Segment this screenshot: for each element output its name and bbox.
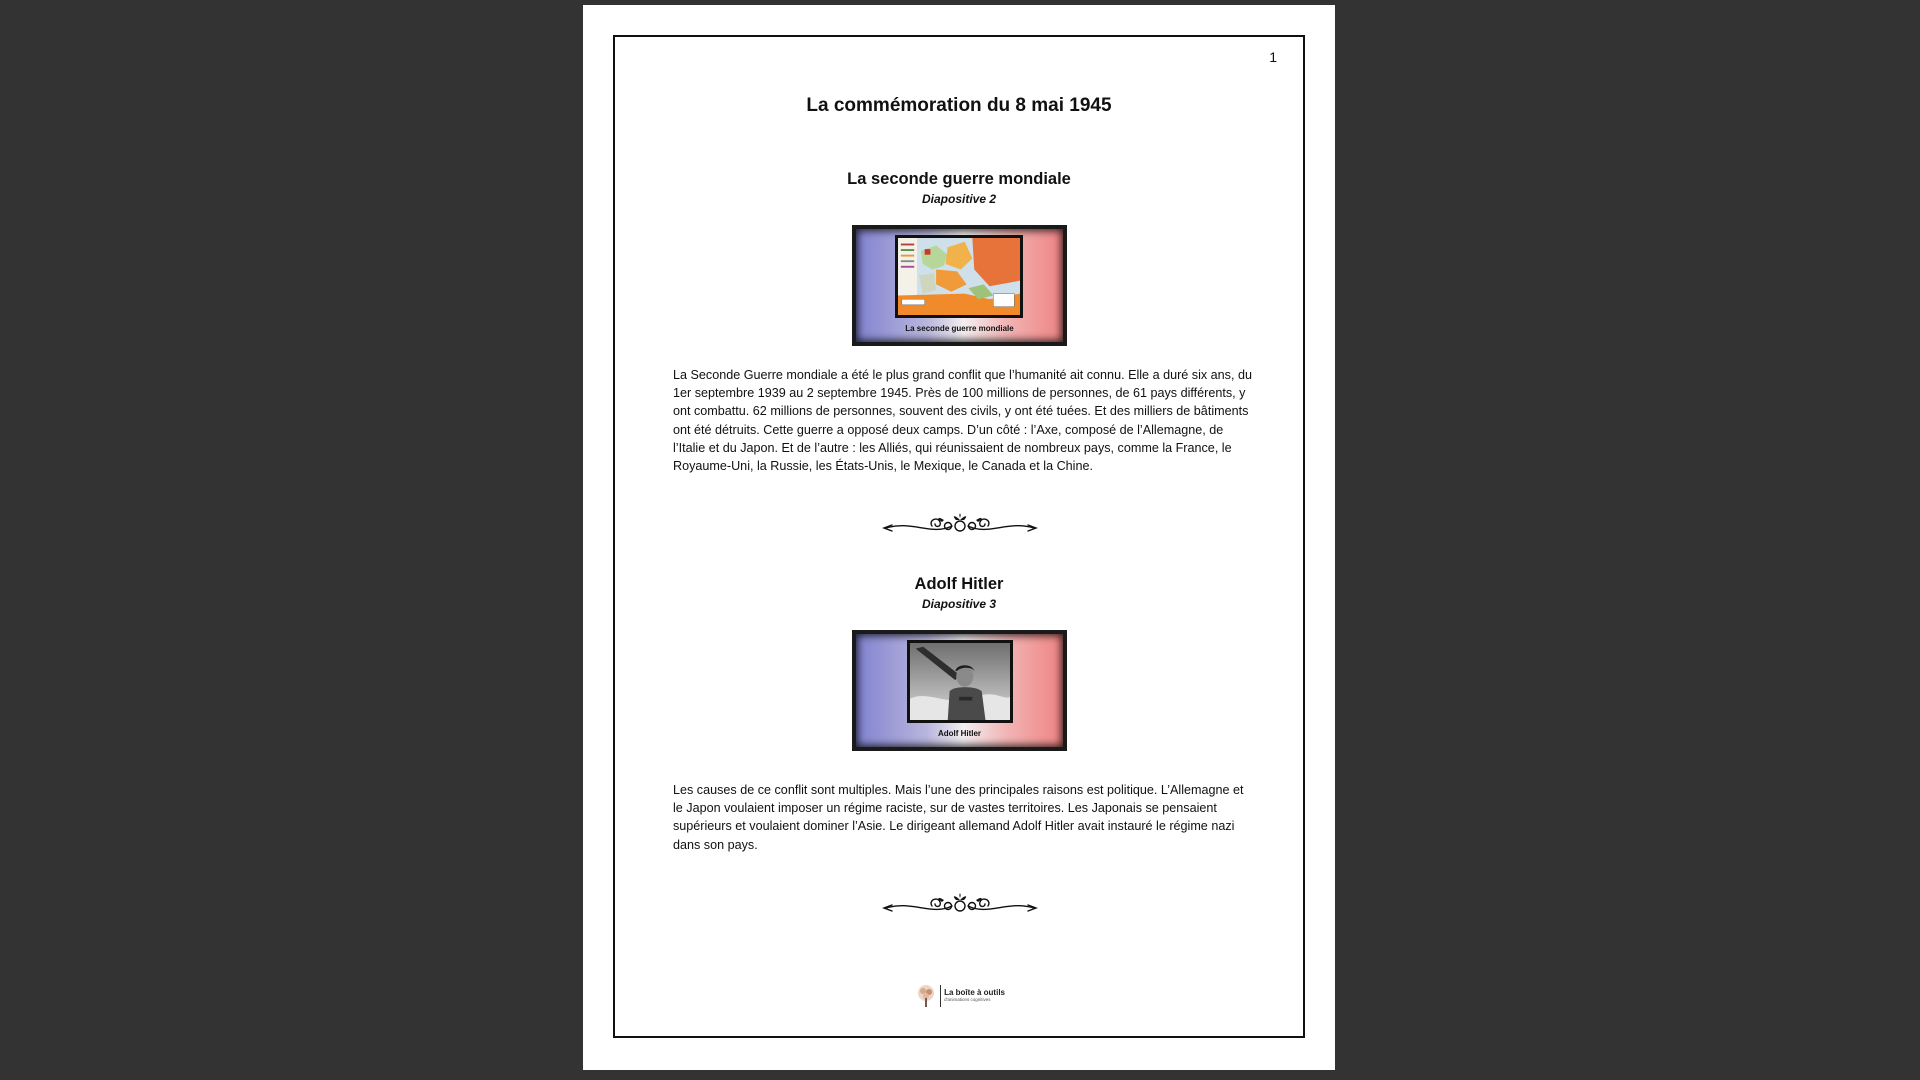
europe-map-image [895,235,1023,318]
tree-logo-icon [915,984,937,1008]
document-page [583,5,1335,1070]
logo-text [944,989,1005,1003]
floral-divider-icon [882,512,1038,540]
paragraph-hitler: Les causes de ce conflit sont multiples. Mais l’une des principales raisons est politique. L’Allemagne et le Japon voulaient imposer un régime raciste, sur de vastes territoires. Les Japonais se pensaient supérieurs et voulaient dominer l’Asie. Le dirigeant allemand Adolf Hitler avait instauré le régime nazi dans son pays. [673,783,1244,852]
portrait-photo-image [907,640,1013,723]
slide-caption-hitler: Adolf Hitler [937,729,982,738]
section-title-hitler: Adolf Hitler [914,575,1004,593]
logo-divider [940,985,941,1007]
slide-caption-ww2: La seconde guerre mondiale [905,324,1014,333]
paragraph-ww2: La Seconde Guerre mondiale a été le plus grand conflit que l’humanité ait connu. Elle a duré six ans, du 1er septembre 1939 au 2 septembre 1945. Près de 100 millions de personnes, de 61 pays différents, y ont combattu. 62 millions de personnes, souvent des civils, y ont été tuées. Et des milliers de bâtiments ont été détruits. Cette guerre a opposé deux camps. D’un côté : l’Axe, composé de l’Allemagne, de l’Italie et du Japon. Et de l’autre : les Alliés, qui réunissaient de nombreux pays, comme la France, le Royaume-Uni, la Russie, les États-Unis, le Mexique, le Canada et la Chine. [673,368,1252,474]
logo-name: La boîte à outils [944,988,1005,998]
slide-thumbnail-hitler [852,630,1067,751]
slide-thumbnail-ww2 [852,225,1067,346]
floral-divider-icon [882,892,1038,920]
footer-logo [915,983,1005,1009]
document-title: La commémoration du 8 mai 1945 [806,95,1112,116]
page-number: 1 [1269,49,1277,65]
section-subtitle-ww2: Diapositive 2 [921,192,997,206]
section-title-ww2: La seconde guerre mondiale [847,170,1071,188]
logo-tagline: d'animations cognitives [944,997,991,1003]
section-subtitle-hitler: Diapositive 3 [921,597,997,611]
